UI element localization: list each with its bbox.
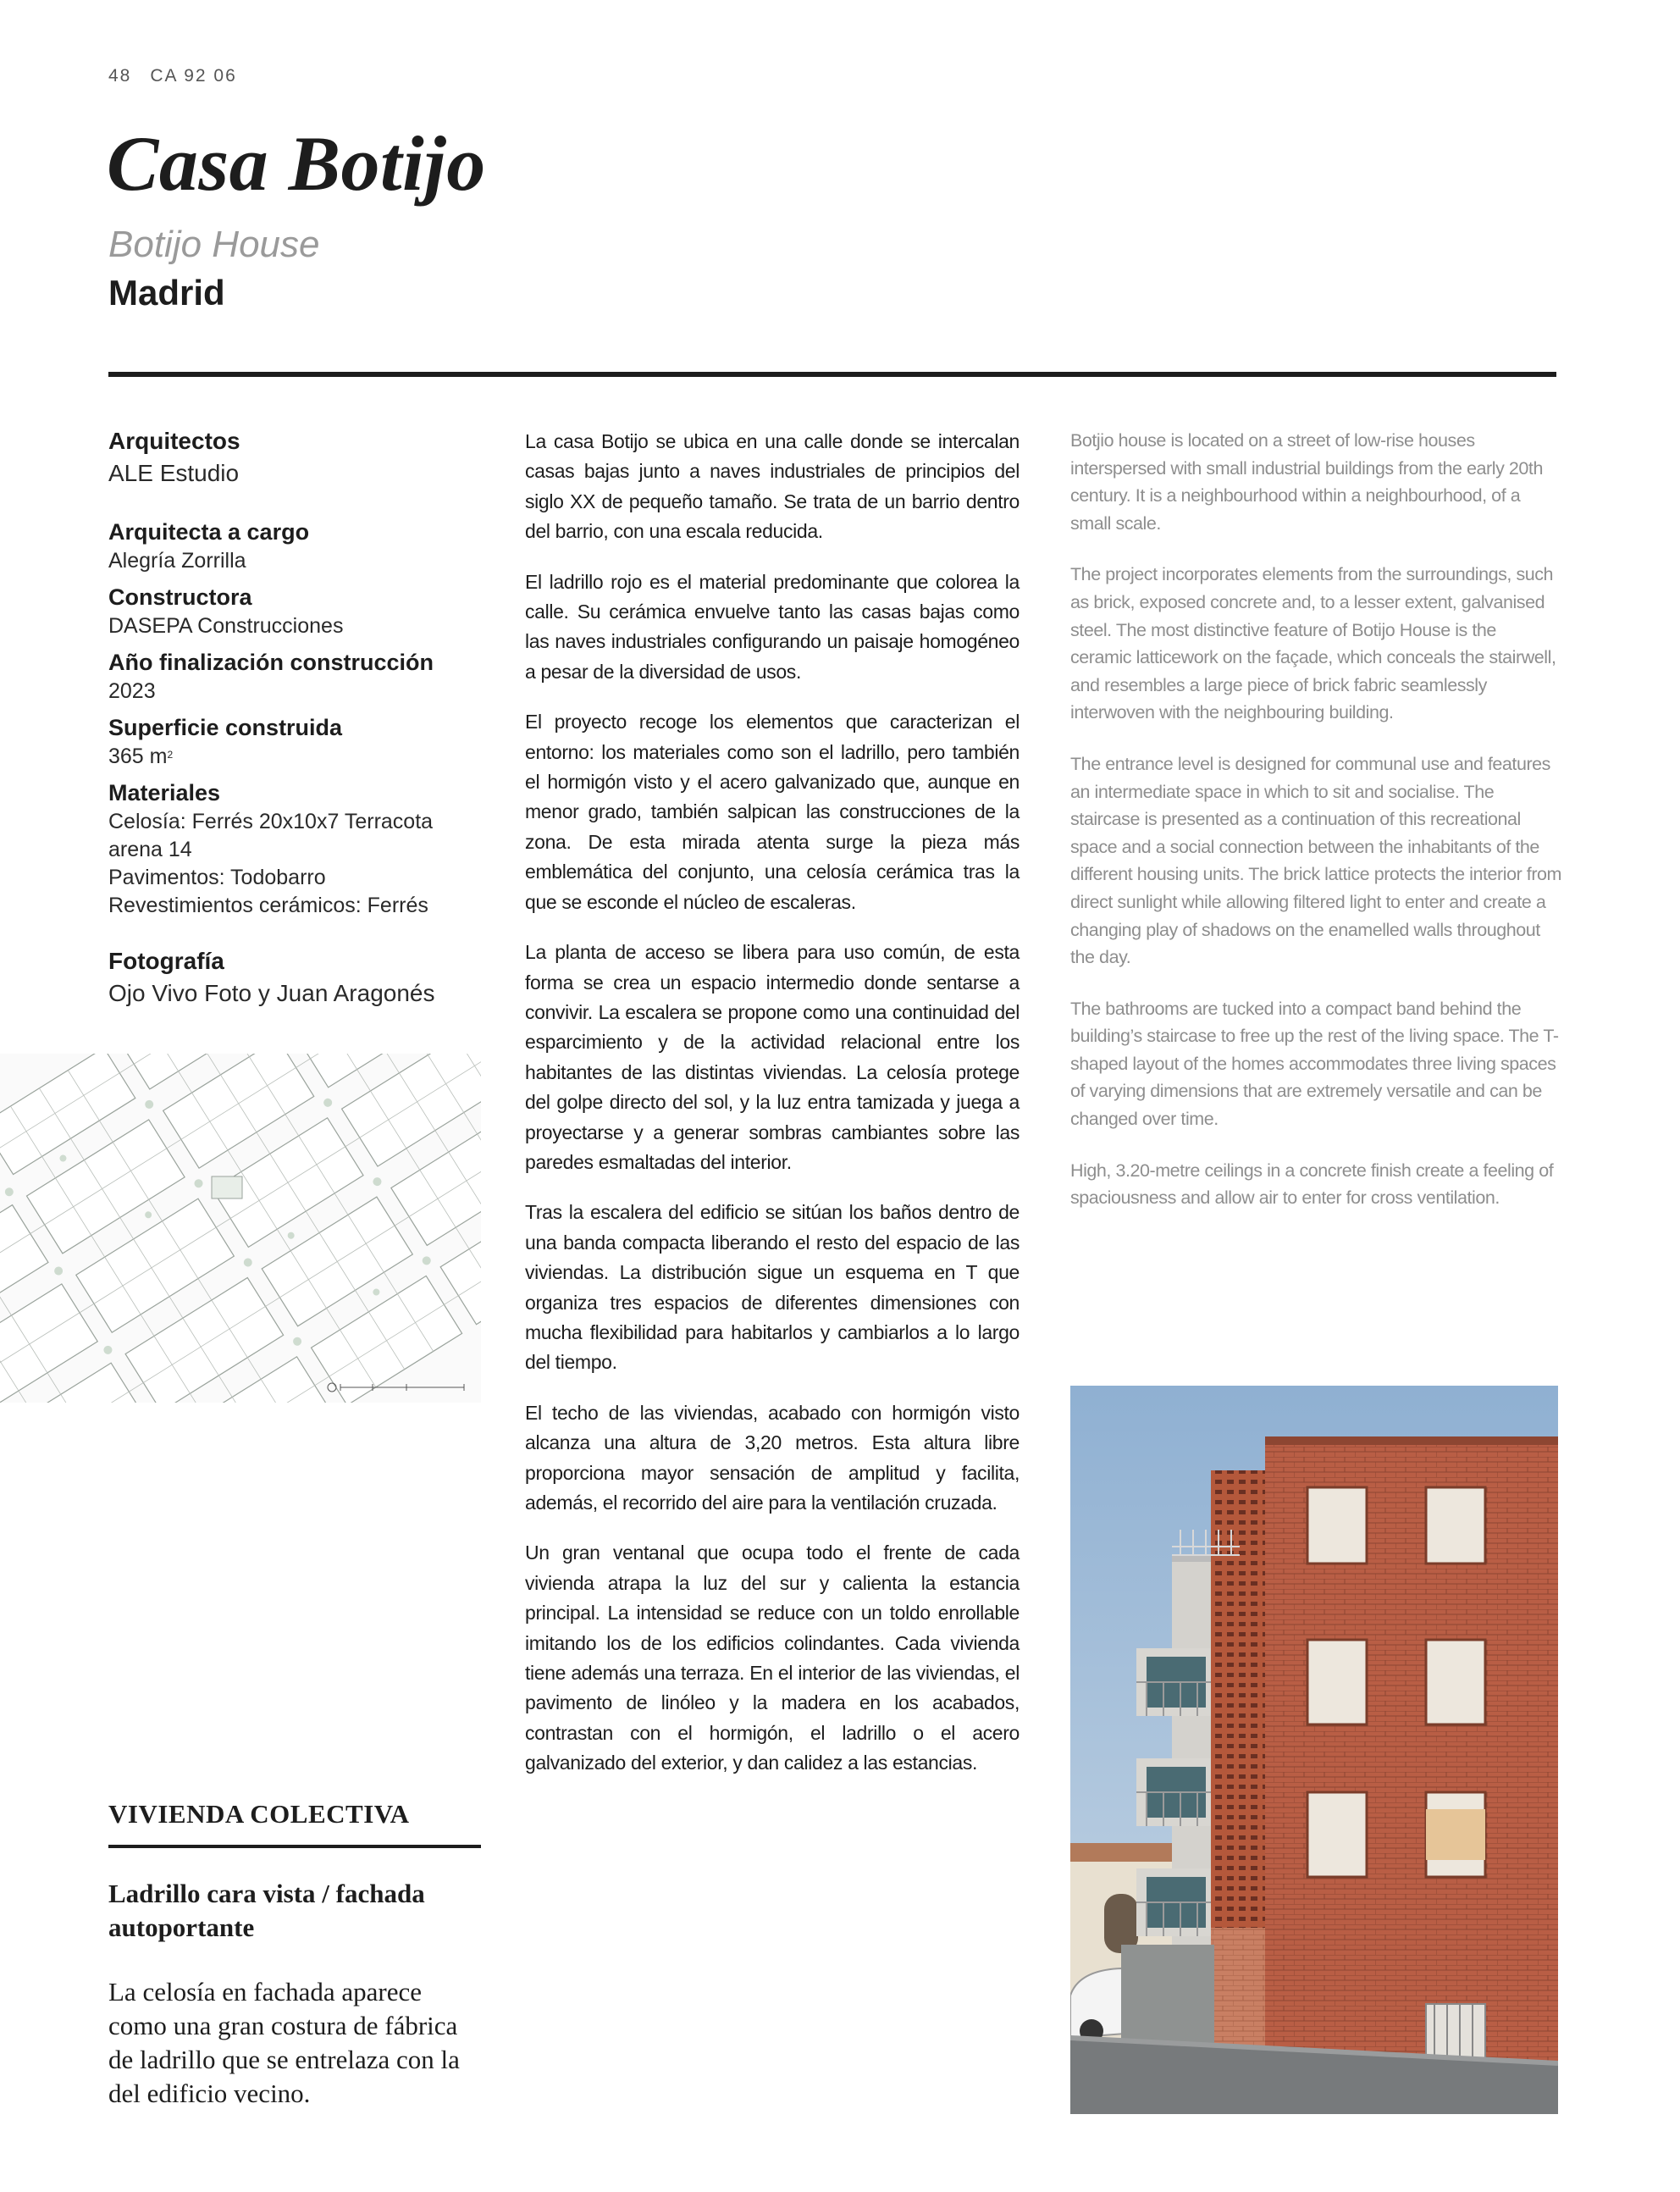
site-plan-drawing [0, 1054, 481, 1403]
built-area-value [108, 743, 481, 771]
photography-value: Ojo Vivo Foto y Juan Aragonés [108, 980, 435, 1006]
spanish-paragraph: La planta de acceso se libera para uso común, de esta forma se crea un espacio intermedio donde sentarse a convivir. La escalera se propone como una continuidad del esparcimiento y de la actividad relacional entre los habitantes de las distintas viviendas. La celosía protege del golpe directo del sol, y la luz entra tamizada y juega a proyectarse y a generar sombras cambiantes sobre las paredes esmaltadas del interior. [525, 941, 1020, 1173]
spanish-paragraph: El techo de las viviendas, acabado con hormigón visto alcanza una altura de 3,20 metros. Esta altura libre proporciona mayor sensación de amplitud y facilita, además, el recorrido del aire para la ventilación cruzada. [525, 1401, 1020, 1514]
materials-line: arena 14 [108, 838, 192, 861]
lead-architect-value: Alegría Zorrilla [108, 549, 246, 573]
completion-year-value: 2023 [108, 679, 156, 703]
page-subtitle: Botijo House [108, 224, 320, 265]
builder-value: DASEPA Construcciones [108, 614, 344, 638]
page-title: Casa Botijo [107, 120, 486, 207]
building-photo [1070, 1386, 1558, 2114]
built-area-label: Superficie construida [108, 715, 343, 740]
architects-label: Arquitectos [108, 428, 240, 454]
materials-line: Celosía: Ferrés 20x10x7 Terracota [108, 810, 434, 833]
materials-label: Materiales [108, 780, 221, 805]
title-divider [108, 372, 1556, 377]
english-text-column [1070, 427, 1561, 1236]
architects-value: ALE Estudio [108, 460, 240, 486]
english-paragraph: Botjio house is located on a street of low-rise houses interspersed with small industrial buildings from the early 20th century. It is a neighbourhood within a neighbourhood, of a small scale. [1070, 430, 1543, 534]
english-paragraph: The entrance level is designed for communal use and features an intermediate space in which to sit and socialise. The staircase is presented as a continuation of this recreational space and a social connection between the inhabitants of the different housing units. The brick lattice protects the interior from direct sunlight while allowing filtered light to enter and create a changing play of shadows on the enamelled walls throughout the day. [1070, 753, 1562, 968]
materials-line: Pavimentos: Todobarro [108, 866, 326, 889]
built-area-number: 365 m [108, 745, 168, 768]
category-heading: Ladrillo cara vista / fachada autoportante [108, 1879, 425, 1942]
city-name: Madrid [108, 273, 225, 313]
lead-architect-label: Arquitecta a cargo [108, 519, 310, 545]
spanish-paragraph: El ladrillo rojo es el material predominante que colorea la calle. Su cerámica envuelve tanto las casas bajas como las naves industriales configurando un paisaje homogéneo a pesar de la diversidad de usos. [525, 570, 1020, 683]
spanish-paragraph: Un gran ventanal que ocupa todo el frente de cada vivienda atrapa la luz del sur y calienta la estancia principal. La intensidad se reduce con un toldo enrollable imitando los de los edificios colindantes. Cada vivienda tiene además una terraza. En el interior de las viviendas, el pavimento de linóleo y la madera en los acabados, contrastan con el hormigón, el ladrillo o el acero galvanizado del exterior, y dan calidez a las estancias. [525, 1542, 1020, 1774]
spanish-paragraph: El proyecto recoge los elementos que caracterizan el entorno: los materiales como son el ladrillo, pero también el hormigón visto y el acero galvanizado que, aunque en menor grado, también salpican las construcciones de la zona. De esta mirada atenta surge la pieza más emblemática del conjunto, una celosía cerámica tras la que se esconde el núcleo de escaleras. [525, 711, 1020, 913]
category-title: VIVIENDA COLECTIVA [108, 1799, 410, 1829]
built-area-unit-superscript: 2 [167, 749, 174, 761]
site-plan-map [0, 1054, 481, 1403]
english-paragraph: The project incorporates elements from the surroundings, such as brick, exposed concrete and, to a lesser extent, galvanised steel. The most distinctive feature of Botijo House is the ceramic latticework on the façade, which conceals the stairwell, and resembles a large piece of brick fabric seamlessly interwoven with the neighbouring building. [1070, 564, 1556, 723]
spanish-text-column [525, 427, 1020, 1799]
spanish-paragraph: La casa Botijo se ubica en una calle donde se intercalan casas bajas junto a naves industriales de principios del siglo XX de pequeño tamaño. Se trata de un barrio dentro del barrio, con una escala reducida. [525, 430, 1020, 543]
category-divider [108, 1845, 481, 1848]
photography-label: Fotografía [108, 948, 224, 974]
english-paragraph: The bathrooms are tucked into a compact band behind the building’s staircase to free up the rest of the living space. The T-shaped layout of the homes accommodates three living spaces of varying dimensions that are extremely versatile and can be changed over time. [1070, 998, 1559, 1130]
spanish-paragraph: Tras la escalera del edificio se sitúan los baños dentro de una banda compacta liberando el resto del espacio de las viviendas. La distribución sigue un esquema en T que organiza tres espacios de diferentes dimensiones con mucha flexibilidad para habitarlos y cambiarlos a lo largo del tiempo. [525, 1201, 1020, 1374]
english-paragraph: High, 3.20-metre ceilings in a concrete finish create a feeling of spaciousness and allow air to enter for cross ventilation. [1070, 1160, 1554, 1209]
materials-line: Revestimientos cerámicos: Ferrés [108, 894, 428, 917]
category-description: La celosía en fachada aparece como una gran costura de fábrica de ladrillo que se entrelaza con la del edificio vecino. [108, 1977, 460, 2108]
completion-year-label: Año finalización construcción [108, 650, 434, 675]
page-number: 48 [108, 66, 132, 86]
publication-code: CA 92 06 [150, 66, 237, 86]
credits-panel [108, 425, 481, 1010]
page-folio [108, 66, 237, 86]
facade-illustration [1070, 1386, 1558, 2114]
builder-label: Constructora [108, 584, 252, 610]
